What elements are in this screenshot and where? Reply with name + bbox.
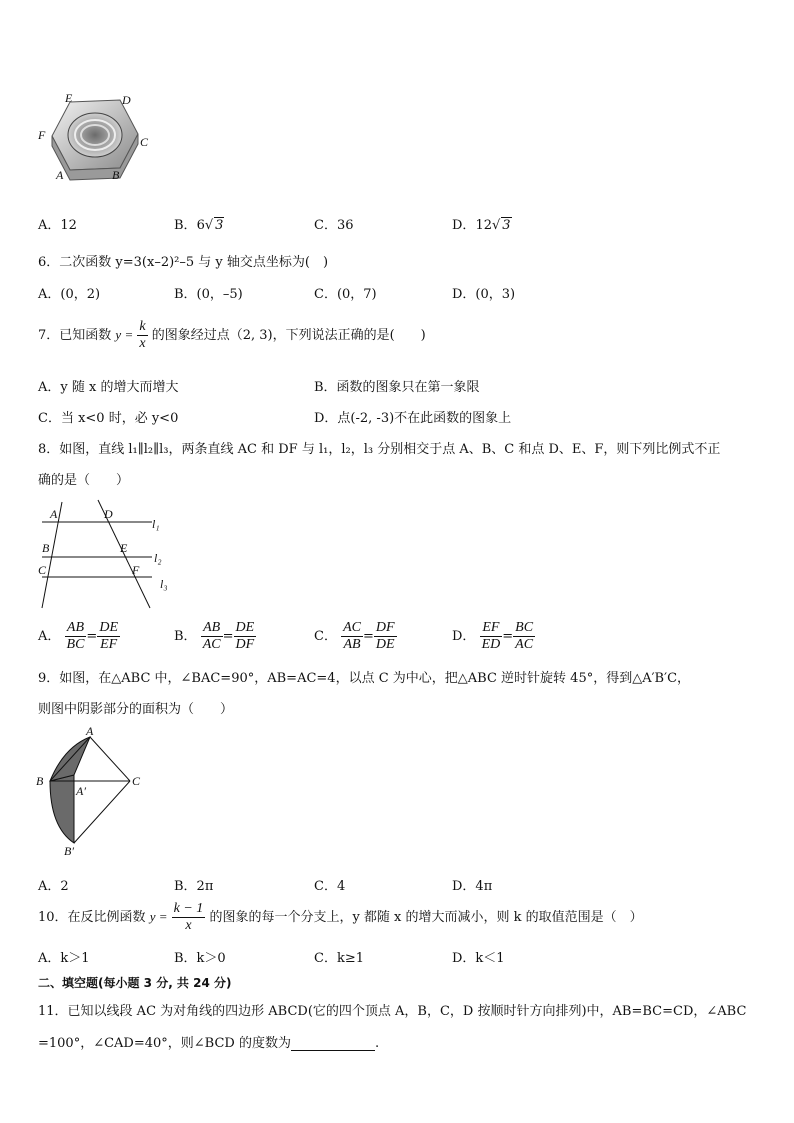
r-label-c: C [132, 774, 141, 788]
q8-option-b: B． $\frac{AB}{AC}$ = $\frac{DE}{DF}$ [174, 620, 255, 652]
q9-option-d: D．4π [452, 879, 493, 894]
q10-option-b: B．k＞0 [174, 951, 226, 966]
q8-option-d: D． $\frac{EF}{ED}$ = $\frac{BC}{AC}$ [452, 620, 534, 652]
q11-line1: 11．已知以线段 AC 为对角线的四边形 ABCD(它的四个顶点 A，B，C，D 按顺时针方向排列)中，AB=BC=CD，∠ABC [38, 1004, 747, 1019]
p-label-d: D [104, 507, 113, 521]
rotation-figure [34, 727, 146, 859]
q7-option-a: A．y 随 x 的增大而增大 [38, 380, 179, 395]
q11-line2: =100°，∠CAD=40°，则∠BCD 的度数为 . [38, 1036, 380, 1051]
q10-option-a: A．k＞1 [38, 951, 90, 966]
q8-stem-line1: 8．如图，直线 l₁∥l₂∥l₃，两条直线 AC 和 DF 与 l₁，l₂，l₃ 分别相交于点 A、B、C 和点 D、E、F，则下列比例式不正 [38, 442, 721, 457]
q5-option-b: B．6√ 3 [174, 218, 224, 233]
r-label-b: B [36, 774, 44, 788]
q7-option-d: D．点(-2, -3)不在此函数的图象上 [314, 411, 512, 426]
hex-label-f: F [38, 128, 46, 142]
p-label-a: A [50, 507, 58, 521]
q7-option-c: C．当 x<0 时，必 y<0 [38, 411, 179, 426]
p-label-f: F [132, 563, 140, 577]
q5-option-a: A．12 [38, 218, 77, 233]
q8-option-c: C． $\frac{AC}{AB}$ = $\frac{DF}{DE}$ [314, 620, 395, 652]
q9-stem-line1: 9．如图，在△ABC 中，∠BAC=90°，AB=AC=4，以点 C 为中心，把△ABC 逆时针旋转 45°，得到△A′B′C， [38, 671, 691, 686]
p-label-l1: l₁ [152, 517, 160, 531]
q7-stem: 7．已知函数 y = $\frac{k}{x}$ 的图象经过点（2, 3)，下列说法正确的是( ) [38, 319, 426, 351]
q6-option-c: C．(0，7) [314, 287, 377, 302]
q9-option-b: B．2π [174, 879, 214, 894]
r-label-a-prime: A′ [76, 784, 86, 798]
q7-option-b: B．函数的图象只在第一象限 [314, 380, 480, 395]
p-label-c: C [38, 563, 47, 577]
p-label-l3: l₃ [160, 577, 168, 591]
q10-option-c: C．k≥1 [314, 951, 364, 966]
q5-option-c: C．36 [314, 218, 354, 233]
section-heading: 二、填空题(每小题 3 分, 共 24 分) [38, 976, 232, 990]
q7-fraction: $\frac{k}{x}$ [139, 319, 146, 351]
r-label-a: A [86, 727, 94, 738]
q9-stem-line2: 则图中阴影部分的面积为（ ） [38, 702, 234, 717]
q6-option-b: B．(0，–5) [174, 287, 243, 302]
hex-label-b: B [112, 168, 120, 182]
q10-stem: 10．在反比例函数 y = $\frac{k - 1}{x}$ 的图象的每一个分支上，y 都随 x 的增大而减小，则 k 的取值范围是（ ） [38, 901, 643, 933]
q6-option-a: A．(0，2) [38, 287, 101, 302]
q6-stem: 6．二次函数 y=3(x–2)²–5 与 y 轴交点坐标为( ) [38, 255, 329, 270]
q10-fraction: $\frac{k - 1}{x}$ [173, 901, 204, 933]
hex-label-a: A [56, 168, 64, 182]
p-label-b: B [42, 541, 50, 555]
p-label-l2: l₂ [154, 551, 162, 565]
hex-label-c: C [140, 135, 149, 149]
q10-option-d: D．k＜1 [452, 951, 505, 966]
q8-stem-line2: 确的是（ ） [38, 473, 130, 488]
p-label-e: E [120, 541, 128, 555]
q8-option-a: A． $\frac{AB}{BC}$ = $\frac{DE}{EF}$ [38, 620, 118, 652]
q6-option-d: D．(0，3) [452, 287, 516, 302]
hex-label-e: E [65, 91, 73, 105]
q5-option-d: D．12√ 3 [452, 218, 511, 233]
q9-option-a: A．2 [38, 879, 69, 894]
hex-nut-figure [34, 88, 154, 188]
q9-option-c: C．4 [314, 879, 346, 894]
r-label-b-prime: B′ [64, 844, 74, 858]
hex-label-d: D [122, 93, 131, 107]
answer-blank[interactable] [291, 1038, 375, 1051]
parallel-lines-figure [34, 498, 170, 610]
